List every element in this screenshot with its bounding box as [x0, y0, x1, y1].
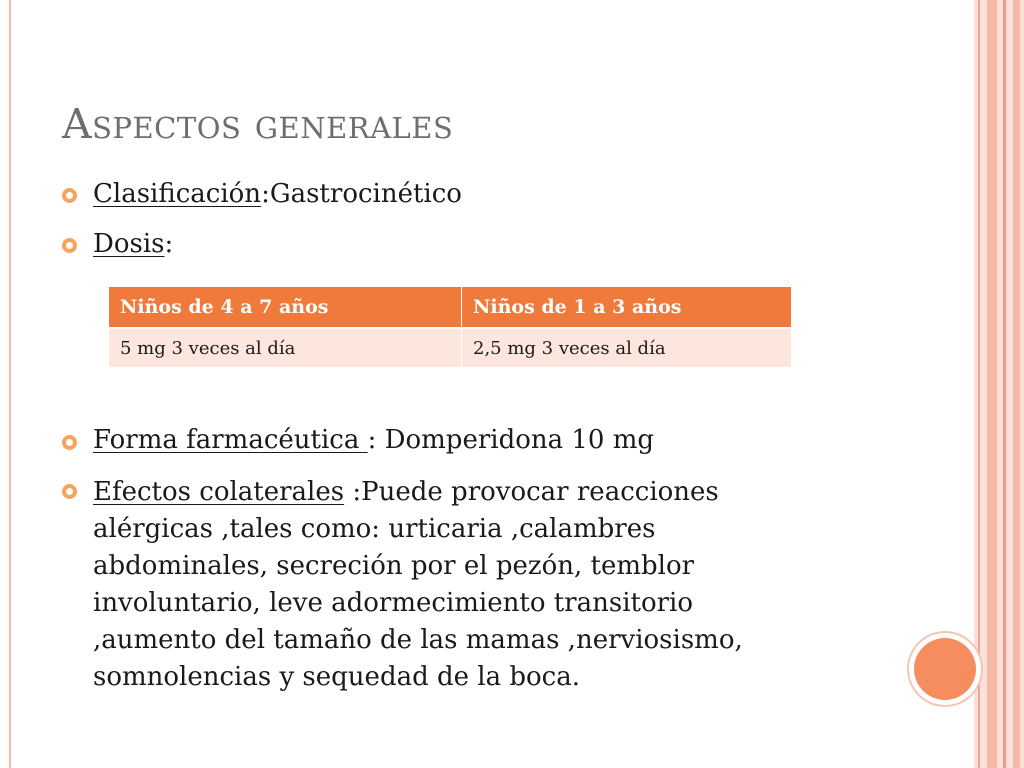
paragraph-line: somnolencias y sequedad de la boca. — [93, 662, 580, 692]
bullet-text: :Puede provocar reacciones — [344, 477, 719, 507]
bullet-icon — [62, 435, 77, 450]
table-header-row — [109, 287, 791, 327]
bullet-icon — [62, 188, 77, 203]
decor-stripe — [978, 0, 980, 768]
table-row — [109, 327, 791, 367]
decor-circle — [914, 638, 976, 700]
bullet-icon — [62, 238, 77, 253]
bullet-text: : Domperidona 10 mg — [367, 425, 655, 455]
decor-stripe — [987, 0, 997, 768]
dose-table — [109, 287, 791, 367]
paragraph-line: alérgicas ,tales como: urticaria ,calambres — [93, 514, 656, 544]
decor-stripe — [1013, 0, 1020, 768]
table-cell: 2,5 mg 3 veces al día — [462, 327, 791, 367]
bullet-clasificacion — [93, 178, 462, 210]
bullet-efectos-colaterales — [93, 474, 893, 696]
bullet-label: Forma farmacéutica — [93, 425, 368, 455]
paragraph-line: abdominales, secreción por el pezón, temblor — [93, 551, 695, 581]
bullet-dosis — [93, 228, 173, 260]
paragraph-line: ,aumento del tamaño de las mamas ,nerviosismo, — [93, 625, 743, 655]
table-header-cell: Niños de 4 a 7 años — [109, 287, 462, 327]
decor-stripe — [1003, 0, 1006, 768]
bullet-forma-farmaceutica — [93, 424, 654, 456]
bullet-text: : — [164, 229, 174, 259]
paragraph-line: involuntario, leve adormecimiento transitorio — [93, 588, 694, 618]
paragraph-line — [93, 474, 893, 511]
slide-title: Aspectos generales — [62, 100, 454, 148]
table-header-cell: Niños de 1 a 3 años — [462, 287, 791, 327]
bullet-icon — [62, 484, 77, 499]
bullet-label: Dosis — [93, 229, 165, 259]
table-cell: 5 mg 3 veces al día — [109, 327, 462, 367]
bullet-label: Efectos colaterales — [93, 477, 345, 507]
left-border-line — [9, 0, 11, 768]
bullet-label: Clasificación — [93, 179, 262, 209]
bullet-text: :Gastrocinético — [261, 179, 462, 209]
